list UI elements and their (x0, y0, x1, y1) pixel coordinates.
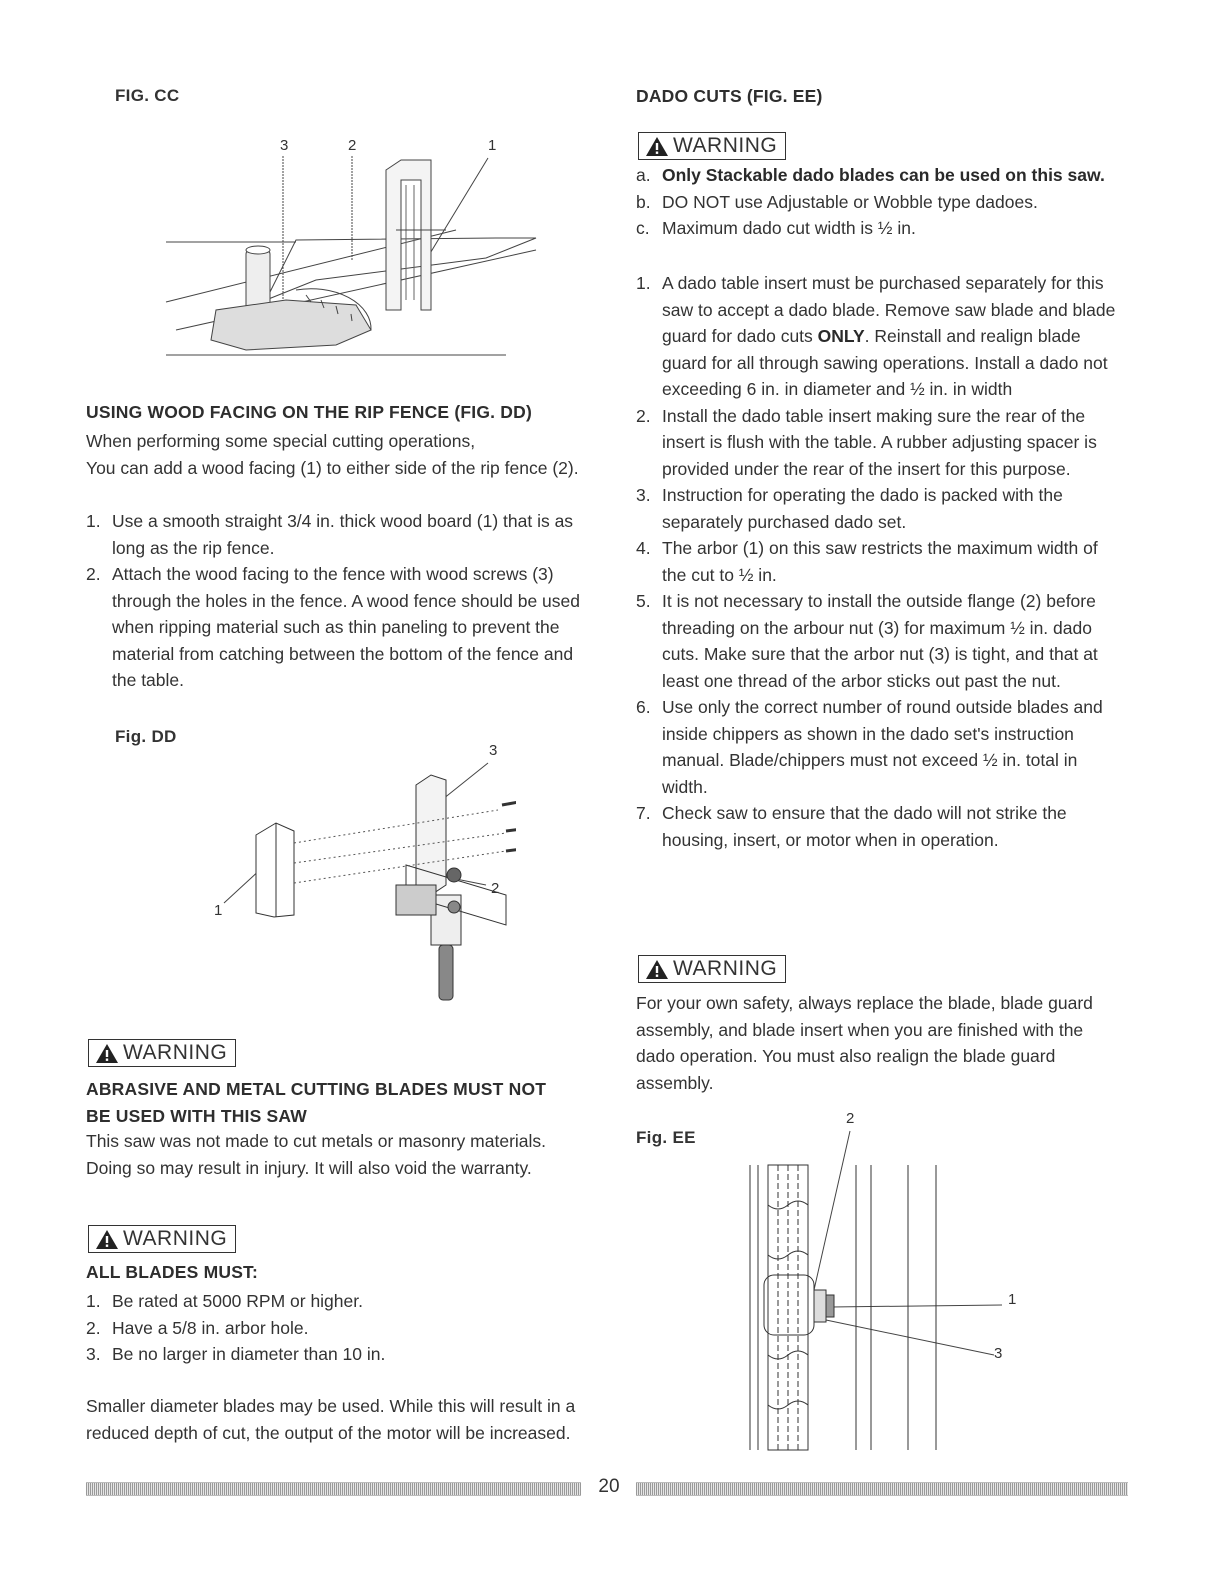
warning-badge (88, 1039, 236, 1067)
list-item-number: b. (636, 191, 651, 212)
list-item-text: Be no larger in diameter than 10 in. (112, 1344, 386, 1364)
list-item (636, 215, 1126, 242)
list-item-text: Maximum dado cut width is ½ in. (662, 218, 916, 238)
smaller-blades-note: Smaller diameter blades may be used. While this will result in a reduced depth of cut, the output of the motor will be increased. (86, 1396, 576, 1443)
safety-warning-text: For your own safety, always replace the blade, blade guard assembly, and blade insert when you are finished with the dado operation. You must also realign the blade guard assembly. (636, 993, 1093, 1093)
list-item (636, 694, 1126, 800)
list-item-number: 6. (636, 697, 651, 717)
list-item-text: DO NOT use Adjustable or Wobble type dadoes. (662, 191, 1038, 212)
warning-dado-badge (638, 132, 786, 162)
list-item-text: Only Stackable dado blades can be used on this saw. (662, 165, 1105, 185)
list-item (86, 561, 581, 694)
warning-badge-text: WARNING (673, 134, 778, 157)
list-item-text: Check saw to ensure that the dado will not strike the housing, insert, or motor when in operation. (662, 803, 1067, 850)
warning-triangle-icon (95, 1229, 119, 1250)
warning-badge-text: WARNING (673, 957, 778, 980)
all-blades-list (86, 1288, 566, 1368)
list-item-number: 4. (636, 538, 651, 558)
warning-triangle-icon (95, 1043, 119, 1064)
list-item-number: 3. (86, 1344, 101, 1364)
list-item-number: 2. (636, 405, 651, 426)
list-item (636, 800, 1126, 853)
footer-rule-right (636, 1482, 1128, 1496)
list-item-number: 2. (86, 1317, 101, 1338)
list-item-text: Be rated at 5000 RPM or higher. (112, 1291, 363, 1311)
fig-dd-callout-1: 1 (214, 902, 223, 919)
list-item (636, 189, 1126, 216)
abrasive-warning-text: This saw was not made to cut metals or masonry materials. Doing so may result in injury. It will also void the warranty. (86, 1131, 547, 1178)
footer-rule-left (86, 1482, 581, 1496)
list-item-text: It is not necessary to install the outside flange (2) before threading on the arbour nut (3) for maximum ½ in. dado cuts. Make sure that the arbor nut (3) is tight, and that at least one thread of the arbor sticks out past the nut. (662, 591, 1098, 691)
fig-cc-label: FIG. CC (115, 86, 180, 105)
list-item (636, 403, 1126, 483)
fig-dd-label: Fig. DD (115, 727, 177, 746)
wood-facing-intro (86, 428, 591, 481)
list-item-text: Have a 5/8 in. arbor hole. (112, 1317, 309, 1338)
wood-facing-heading: USING WOOD FACING ON THE RIP FENCE (FIG. DD) (86, 402, 532, 422)
list-item (636, 162, 1126, 189)
fig-ee-illustration (736, 1105, 1136, 1460)
fig-ee-label: Fig. EE (636, 1128, 696, 1147)
list-item-text: Attach the wood facing to the fence with wood screws (3) through the holes in the fence. A wood fence should be used when ripping material such as thin paneling to prevent the material from catching between the bottom of the fence and the table. (112, 564, 580, 690)
list-item-text: Instruction for operating the dado is packed with the separately purchased dado set. (662, 485, 1063, 532)
fig-cc-callout-2: 2 (348, 137, 357, 154)
list-item-text: Use only the correct number of round outside blades and inside chippers as shown in the dado set's instruction manual. Blade/chippers must not exceed ½ in. total in width. (662, 697, 1103, 797)
fig-dd-callout-3: 3 (489, 742, 498, 759)
fig-ee-callout-2: 2 (846, 1110, 855, 1127)
wood-facing-intro-line2: You can add a wood facing (1) to either side of the rip fence (2). (86, 457, 579, 478)
list-item-text-bold: ONLY (817, 326, 865, 346)
list-item (86, 1288, 566, 1315)
list-item (86, 508, 581, 561)
list-item-number: 3. (636, 485, 651, 505)
list-item-number: 5. (636, 591, 651, 611)
warning-blades-badge (88, 1225, 236, 1255)
wood-facing-steps (86, 508, 581, 694)
fig-ee-callout-3: 3 (994, 1345, 1003, 1362)
fig-cc-illustration (156, 130, 596, 360)
list-item-number: a. (636, 165, 651, 185)
fig-dd-illustration (206, 735, 516, 1020)
dado-steps-list (636, 270, 1126, 853)
warning-badge (638, 132, 786, 160)
list-item-number: 7. (636, 803, 651, 823)
list-item (636, 270, 1126, 403)
list-item-text: Install the dado table insert making sure the rear of the insert is flush with the table. A rubber adjusting spacer is provided under the rear of the insert for this purpose. (662, 405, 1097, 479)
warning-triangle-icon (645, 959, 669, 980)
dado-warning-list (636, 162, 1126, 242)
list-item-number: 1. (636, 273, 651, 293)
list-item-text: Use a smooth straight 3/4 in. thick wood board (1) that is as long as the rip fence. (112, 511, 574, 558)
warning-badge-text: WARNING (123, 1041, 228, 1064)
warning-abrasive-badge (88, 1039, 236, 1069)
warning-badge (638, 955, 786, 983)
warning-triangle-icon (645, 136, 669, 157)
abrasive-warning-heading: ABRASIVE AND METAL CUTTING BLADES MUST NOT BE USED WITH THIS SAW (86, 1079, 547, 1126)
list-item-number: c. (636, 218, 650, 238)
fig-ee-callout-1: 1 (1008, 1291, 1017, 1308)
warning-badge-text: WARNING (123, 1227, 228, 1250)
page-number: 20 (598, 1476, 620, 1497)
warning-safety-badge (638, 955, 786, 985)
wood-facing-intro-line1: When performing some special cutting operations, (86, 431, 476, 451)
fig-dd-callout-2: 2 (491, 880, 500, 897)
list-item-text-b: . Reinstall and realign blade guard for all through sawing operations. Install a dado not exceeding 6 in. in diameter and ½ in. in width (662, 326, 1108, 399)
list-item (86, 1315, 566, 1342)
list-item-number: 1. (86, 1291, 101, 1311)
fig-cc-callout-3: 3 (280, 137, 289, 154)
list-item (636, 588, 1126, 694)
list-item-number: 2. (86, 564, 101, 584)
list-item-number: 1. (86, 511, 101, 531)
list-item (636, 482, 1126, 535)
fig-cc-callout-1: 1 (488, 137, 497, 154)
list-item-text-a: A dado table insert must be purchased separately for this saw to accept a dado blade. Remove saw blade and blade guard for dado cuts (662, 273, 1116, 346)
dado-cuts-heading: DADO CUTS (FIG. EE) (636, 86, 823, 106)
list-item (86, 1341, 566, 1368)
all-blades-heading: ALL BLADES MUST: (86, 1262, 259, 1282)
list-item-text: The arbor (1) on this saw restricts the maximum width of the cut to ½ in. (662, 538, 1098, 585)
list-item (636, 535, 1126, 588)
warning-badge (88, 1225, 236, 1253)
